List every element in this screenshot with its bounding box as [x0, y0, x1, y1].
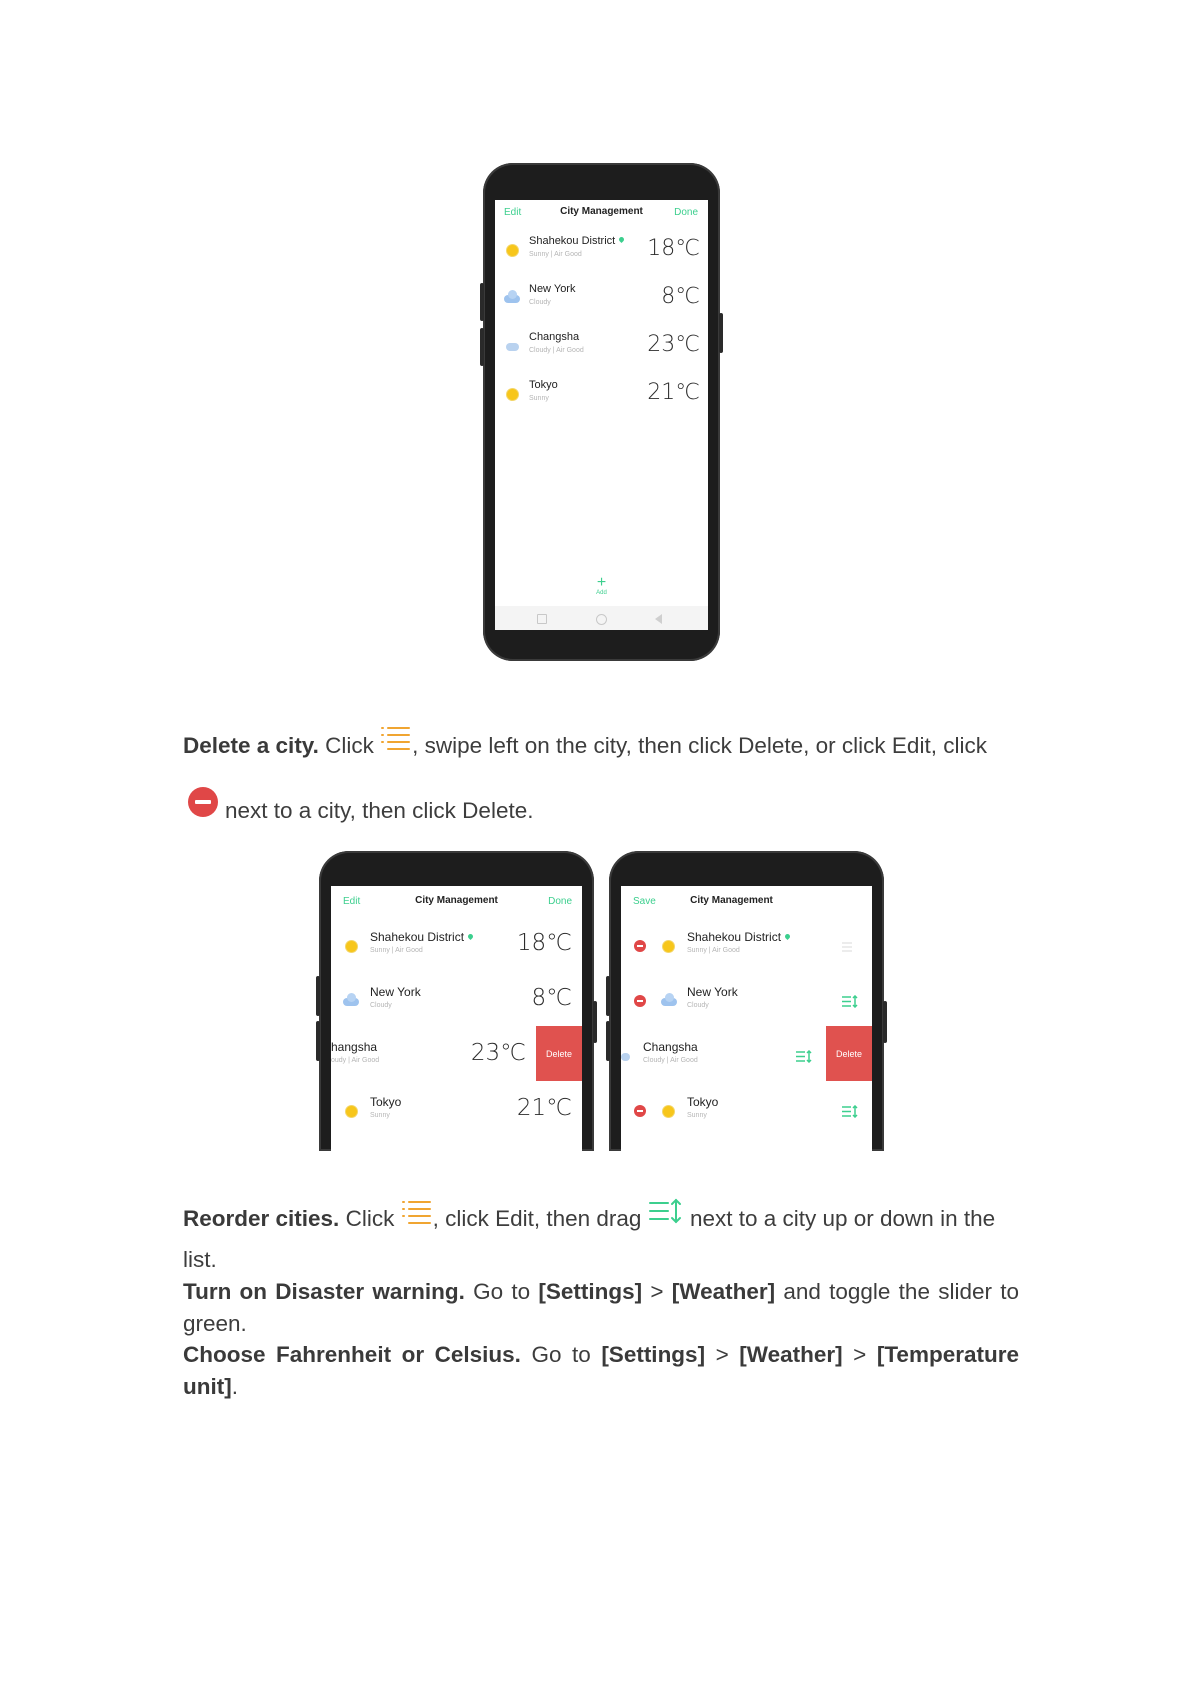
partly-cloudy-icon: [621, 1053, 630, 1061]
volume-button: [480, 328, 484, 366]
text-span: , swipe left on the city, then click Delete, or click Edit, click: [412, 733, 987, 758]
reorder-paragraph: [183, 1203, 1019, 1235]
remove-city-icon[interactable]: [634, 1105, 646, 1117]
city-row[interactable]: [331, 916, 582, 971]
city-name: New York: [687, 985, 738, 999]
recent-apps-icon[interactable]: [537, 614, 547, 624]
plus-icon: +: [596, 574, 607, 591]
city-weather: Cloudy | Air Good: [529, 347, 584, 354]
cloud-icon: [504, 295, 520, 303]
city-temperature: 18℃: [647, 236, 700, 261]
cloud-icon: [343, 998, 359, 1006]
top-bar: [331, 886, 582, 914]
city-row[interactable]: [621, 971, 872, 1026]
add-label: Add: [596, 590, 607, 596]
settings-path: [Settings]: [538, 1279, 643, 1304]
location-pin-icon: [467, 933, 474, 940]
navigation-bar: [495, 606, 708, 630]
save-button[interactable]: Save: [633, 896, 656, 907]
text-span: >: [842, 1342, 877, 1367]
city-name: Changsha: [529, 331, 580, 343]
city-row[interactable]: [495, 366, 708, 414]
reorder-line2: list.: [183, 1247, 217, 1272]
text-span: >: [705, 1342, 740, 1367]
city-weather: Cloudy: [529, 299, 551, 306]
volume-button: [316, 976, 320, 1016]
drag-handle-icon[interactable]: [796, 1050, 812, 1063]
volume-button: [606, 976, 610, 1016]
city-row-swiped[interactable]: [331, 1026, 582, 1081]
sun-icon: [663, 1106, 674, 1117]
city-name: Tokyo: [529, 379, 558, 391]
text-span: Click: [318, 733, 381, 758]
city-row[interactable]: [621, 916, 872, 971]
volume-button: [316, 1021, 320, 1061]
phone-mockup-edit-mode: [609, 851, 884, 1151]
text-span: >: [642, 1279, 672, 1304]
city-name: Shahekou District: [687, 930, 782, 944]
power-button: [719, 313, 723, 353]
drag-handle-icon[interactable]: [842, 1105, 858, 1118]
edit-button[interactable]: Edit: [504, 207, 522, 218]
top-bar: [495, 200, 708, 224]
city-row[interactable]: [331, 971, 582, 1026]
drag-handle-icon[interactable]: [842, 941, 858, 953]
phone-screen: [621, 886, 872, 1151]
text-span: Go to: [464, 1279, 539, 1304]
city-temperature: 8℃: [531, 985, 572, 1011]
city-name: hangsha: [331, 1040, 378, 1054]
city-name: New York: [370, 985, 421, 999]
delete-button[interactable]: Delete: [536, 1026, 582, 1081]
delete-city-paragraph: [183, 730, 1019, 762]
city-name: Tokyo: [687, 1095, 719, 1109]
city-weather: Sunny | Air Good: [529, 251, 582, 258]
edit-button[interactable]: Edit: [343, 896, 361, 907]
sun-icon: [346, 1106, 357, 1117]
city-weather: oudy | Air Good: [331, 1057, 380, 1064]
temperature-unit-paragraph: [183, 1339, 1019, 1403]
list-menu-icon: [401, 1198, 433, 1228]
city-weather: Cloudy: [370, 1002, 392, 1009]
remove-city-icon[interactable]: [634, 940, 646, 952]
sun-icon: [663, 941, 674, 952]
add-city-button[interactable]: [495, 576, 708, 596]
phone-screen: [331, 886, 582, 1151]
power-button: [593, 1001, 597, 1043]
text-span: next to a city up or down in the: [683, 1206, 996, 1231]
city-name: Shahekou District: [529, 235, 616, 247]
reorder-title: Reorder cities.: [183, 1206, 340, 1231]
city-row[interactable]: [621, 1081, 872, 1136]
list-menu-icon: [380, 724, 412, 754]
city-name: New York: [529, 283, 576, 295]
city-weather: Sunny | Air Good: [687, 947, 740, 954]
city-temperature: 21℃: [516, 1095, 572, 1121]
city-temperature: 21℃: [647, 380, 700, 405]
city-row[interactable]: [495, 270, 708, 318]
city-name: Tokyo: [370, 1095, 402, 1109]
city-temperature: 8℃: [661, 284, 700, 309]
phone-screen: [495, 200, 708, 630]
city-weather: Sunny | Air Good: [370, 947, 423, 954]
text-span: and toggle the slider to green.: [183, 1279, 1019, 1336]
done-button[interactable]: Done: [548, 896, 572, 907]
settings-path: [Settings]: [601, 1342, 706, 1367]
text-span: .: [231, 1374, 238, 1399]
top-bar: [621, 886, 872, 914]
drag-handle-icon[interactable]: [842, 995, 858, 1008]
cloud-icon: [661, 998, 677, 1006]
city-weather: Sunny: [687, 1112, 707, 1119]
text-span: Click: [339, 1206, 401, 1231]
city-name: Changsha: [643, 1040, 698, 1054]
weather-path: [Weather]: [671, 1279, 776, 1304]
phone-mockup-swipe-delete: [319, 851, 594, 1151]
city-temperature: 23℃: [647, 332, 700, 357]
drag-handle-icon: [648, 1198, 684, 1228]
city-row[interactable]: [495, 318, 708, 366]
done-button[interactable]: Done: [674, 207, 698, 218]
city-row[interactable]: [495, 222, 708, 270]
temperature-unit-path: [Temperature unit]: [183, 1342, 1019, 1399]
sun-icon: [507, 389, 518, 400]
city-temperature: 23℃: [470, 1040, 526, 1066]
location-pin-icon: [618, 236, 625, 243]
city-weather: Sunny: [529, 395, 549, 402]
partly-cloudy-icon: [506, 343, 519, 351]
power-button: [883, 1001, 887, 1043]
minus-circle-icon: [188, 787, 218, 817]
sun-icon: [346, 941, 357, 952]
screen-title: City Management: [415, 895, 498, 906]
location-pin-icon: [784, 933, 791, 940]
remove-city-icon[interactable]: [634, 995, 646, 1007]
sun-icon: [507, 245, 518, 256]
volume-button: [480, 283, 484, 321]
text-span: Go to: [520, 1342, 602, 1367]
city-temperature: 18℃: [516, 930, 572, 956]
disaster-title: Turn on Disaster warning.: [183, 1279, 465, 1304]
city-name: Shahekou District: [370, 930, 465, 944]
delete-line2: next to a city, then click Delete.: [225, 798, 534, 823]
text-span: , click Edit, then drag: [432, 1206, 648, 1231]
fahrenheit-title: Choose Fahrenheit or Celsius.: [183, 1342, 521, 1367]
city-row-swiped[interactable]: [621, 1026, 872, 1081]
city-weather: Sunny: [370, 1112, 390, 1119]
volume-button: [606, 1021, 610, 1061]
delete-title: Delete a city.: [183, 733, 319, 758]
back-icon[interactable]: [655, 614, 662, 624]
delete-button[interactable]: Delete: [826, 1026, 872, 1081]
screen-title: City Management: [560, 206, 643, 217]
disaster-warning-paragraph: [183, 1276, 1019, 1340]
city-weather: Cloudy | Air Good: [643, 1057, 698, 1064]
weather-path: [Weather]: [739, 1342, 843, 1367]
home-icon[interactable]: [596, 614, 607, 625]
phone-mockup-city-management: [483, 163, 720, 661]
city-weather: Cloudy: [687, 1002, 709, 1009]
screen-title: City Management: [690, 895, 773, 906]
city-row[interactable]: [331, 1081, 582, 1136]
